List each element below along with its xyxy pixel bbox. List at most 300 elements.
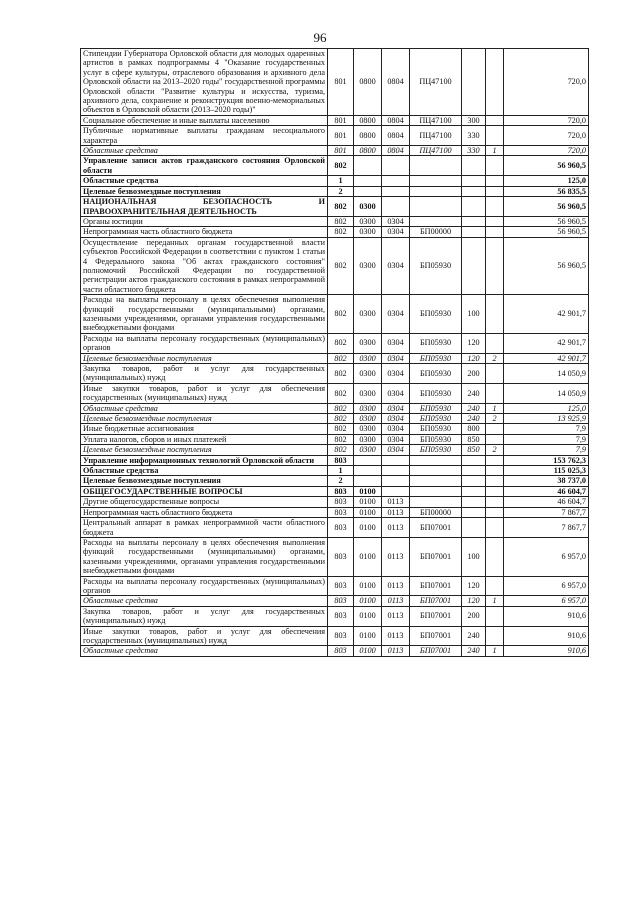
cell-section-code: 0800 — [354, 146, 382, 156]
cell-department-code: 802 — [328, 445, 354, 455]
cell-target-item-code: БП07001 — [410, 646, 462, 656]
cell-subsection-code: 0304 — [382, 353, 410, 363]
cell-amount: 7,9 — [504, 445, 589, 455]
table-row — [81, 295, 589, 334]
cell-subsection-code: 0804 — [382, 115, 410, 125]
cell-funding-source-code — [486, 237, 504, 294]
cell-expense-type-code — [462, 186, 486, 196]
page-number: 96 — [313, 30, 327, 45]
cell-expense-type-code — [462, 476, 486, 486]
cell-expense-type-code: 240 — [462, 414, 486, 424]
cell-section-code — [354, 156, 382, 176]
cell-amount: 6 957,0 — [504, 537, 589, 576]
cell-subsection-code: 0113 — [382, 507, 410, 517]
cell-section-code: 0300 — [354, 445, 382, 455]
cell-funding-source-code: 1 — [486, 146, 504, 156]
table-row — [81, 197, 589, 217]
cell-target-item-code: ПЦ47100 — [410, 146, 462, 156]
table-row — [81, 353, 589, 363]
cell-department-code: 803 — [328, 507, 354, 517]
cell-description: Целевые безвозмездные поступления — [81, 476, 328, 486]
cell-funding-source-code — [486, 176, 504, 186]
cell-description: Закупка товаров, работ и услуг для государственных (муниципальных) нужд — [81, 364, 328, 384]
table-row — [81, 466, 589, 476]
cell-amount: 6 957,0 — [504, 576, 589, 596]
cell-funding-source-code — [486, 115, 504, 125]
table-row — [81, 445, 589, 455]
cell-expense-type-code — [462, 507, 486, 517]
cell-funding-source-code — [486, 49, 504, 116]
cell-section-code: 0300 — [354, 295, 382, 334]
cell-amount: 7,9 — [504, 434, 589, 444]
cell-expense-type-code: 240 — [462, 383, 486, 403]
cell-expense-type-code: 240 — [462, 403, 486, 413]
cell-funding-source-code — [486, 537, 504, 576]
cell-subsection-code: 0304 — [382, 434, 410, 444]
cell-description: Социальное обеспечение и иные выплаты населению — [81, 115, 328, 125]
table-row — [81, 333, 589, 353]
cell-funding-source-code: 1 — [486, 403, 504, 413]
cell-subsection-code — [382, 486, 410, 496]
cell-target-item-code: БП07001 — [410, 606, 462, 626]
cell-amount: 14 050,9 — [504, 364, 589, 384]
cell-expense-type-code — [462, 455, 486, 465]
cell-section-code: 0300 — [354, 237, 382, 294]
cell-department-code: 802 — [328, 333, 354, 353]
cell-expense-type-code — [462, 216, 486, 226]
cell-target-item-code: БП05930 — [410, 333, 462, 353]
cell-description: Областные средства — [81, 146, 328, 156]
cell-description: Целевые безвозмездные поступления — [81, 445, 328, 455]
cell-amount: 56 960,5 — [504, 237, 589, 294]
cell-amount: 125,0 — [504, 403, 589, 413]
cell-description: Осуществление переданных органам государственной власти субъектов Российской Федерации в соответствии с пунктом 1 статьи 4 Федерального закона "Об актах гражданского состояния" полномочий Российской Федерации по государственной регистрации актов гражданского состояния в рамках непрограммной части областного бюджета — [81, 237, 328, 294]
table-row — [81, 507, 589, 517]
table-row — [81, 486, 589, 496]
cell-subsection-code — [382, 197, 410, 217]
cell-section-code — [354, 176, 382, 186]
cell-department-code: 2 — [328, 186, 354, 196]
cell-expense-type-code: 240 — [462, 646, 486, 656]
cell-funding-source-code — [486, 197, 504, 217]
cell-target-item-code: БП00000 — [410, 227, 462, 237]
cell-expense-type-code — [462, 49, 486, 116]
table-row — [81, 364, 589, 384]
table-row — [81, 497, 589, 507]
table-row — [81, 537, 589, 576]
cell-department-code: 802 — [328, 156, 354, 176]
cell-section-code: 0300 — [354, 414, 382, 424]
table-row — [81, 237, 589, 294]
cell-subsection-code: 0113 — [382, 606, 410, 626]
cell-description: Областные средства — [81, 596, 328, 606]
cell-expense-type-code — [462, 227, 486, 237]
cell-department-code: 1 — [328, 176, 354, 186]
cell-description: Иные закупки товаров, работ и услуг для обеспечения государственных (муниципальных) нужд — [81, 626, 328, 646]
cell-subsection-code: 0304 — [382, 383, 410, 403]
cell-amount: 56 960,5 — [504, 227, 589, 237]
cell-target-item-code: БП05930 — [410, 403, 462, 413]
cell-department-code: 2 — [328, 476, 354, 486]
cell-target-item-code: ПЦ47100 — [410, 126, 462, 146]
cell-expense-type-code: 850 — [462, 445, 486, 455]
cell-expense-type-code: 300 — [462, 115, 486, 125]
cell-expense-type-code: 800 — [462, 424, 486, 434]
cell-amount: 115 025,3 — [504, 466, 589, 476]
cell-section-code: 0300 — [354, 403, 382, 413]
cell-department-code: 803 — [328, 606, 354, 626]
cell-amount: 56 960,5 — [504, 216, 589, 226]
cell-target-item-code — [410, 486, 462, 496]
cell-department-code: 803 — [328, 497, 354, 507]
cell-target-item-code — [410, 497, 462, 507]
cell-section-code: 0100 — [354, 646, 382, 656]
cell-subsection-code: 0304 — [382, 237, 410, 294]
cell-subsection-code — [382, 476, 410, 486]
cell-amount: 910,6 — [504, 626, 589, 646]
table-row — [81, 576, 589, 596]
table-row — [81, 115, 589, 125]
cell-target-item-code: БП05930 — [410, 445, 462, 455]
cell-target-item-code: БП05930 — [410, 237, 462, 294]
cell-amount: 910,6 — [504, 646, 589, 656]
cell-section-code: 0100 — [354, 497, 382, 507]
cell-department-code: 802 — [328, 383, 354, 403]
cell-expense-type-code — [462, 497, 486, 507]
cell-target-item-code: БП07001 — [410, 626, 462, 646]
cell-expense-type-code: 330 — [462, 126, 486, 146]
cell-subsection-code: 0304 — [382, 227, 410, 237]
cell-subsection-code: 0804 — [382, 126, 410, 146]
cell-amount: 56 960,5 — [504, 156, 589, 176]
cell-funding-source-code — [486, 507, 504, 517]
cell-subsection-code: 0113 — [382, 596, 410, 606]
cell-description: Целевые безвозмездные поступления — [81, 353, 328, 363]
cell-expense-type-code: 120 — [462, 576, 486, 596]
cell-department-code: 802 — [328, 197, 354, 217]
cell-section-code: 0300 — [354, 333, 382, 353]
cell-funding-source-code — [486, 364, 504, 384]
cell-amount: 7 867,7 — [504, 507, 589, 517]
cell-target-item-code — [410, 176, 462, 186]
cell-expense-type-code — [462, 237, 486, 294]
cell-amount: 7,9 — [504, 424, 589, 434]
cell-section-code: 0800 — [354, 115, 382, 125]
table-row — [81, 424, 589, 434]
table-row — [81, 126, 589, 146]
cell-section-code: 0300 — [354, 216, 382, 226]
cell-amount: 14 050,9 — [504, 383, 589, 403]
cell-target-item-code — [410, 197, 462, 217]
cell-department-code: 803 — [328, 537, 354, 576]
cell-department-code: 803 — [328, 596, 354, 606]
table-row — [81, 414, 589, 424]
cell-amount: 720,0 — [504, 49, 589, 116]
cell-subsection-code — [382, 176, 410, 186]
cell-department-code: 802 — [328, 364, 354, 384]
cell-description: Областные средства — [81, 176, 328, 186]
cell-description: НАЦИОНАЛЬНАЯ БЕЗОПАСНОСТЬ И ПРАВООХРАНИТЕЛЬНАЯ ДЕЯТЕЛЬНОСТЬ — [81, 197, 328, 217]
cell-target-item-code: БП05930 — [410, 424, 462, 434]
cell-subsection-code: 0304 — [382, 424, 410, 434]
cell-description: Иные закупки товаров, работ и услуг для обеспечения государственных (муниципальных) нужд — [81, 383, 328, 403]
cell-funding-source-code — [486, 518, 504, 538]
cell-amount: 56 835,5 — [504, 186, 589, 196]
table-row — [81, 596, 589, 606]
table-row — [81, 186, 589, 196]
cell-description: Уплата налогов, сборов и иных платежей — [81, 434, 328, 444]
cell-subsection-code — [382, 466, 410, 476]
cell-funding-source-code — [486, 186, 504, 196]
cell-funding-source-code — [486, 126, 504, 146]
cell-subsection-code: 0304 — [382, 414, 410, 424]
cell-target-item-code: ПЦ47100 — [410, 115, 462, 125]
cell-funding-source-code: 1 — [486, 646, 504, 656]
cell-target-item-code — [410, 466, 462, 476]
cell-subsection-code: 0804 — [382, 146, 410, 156]
cell-amount: 153 762,3 — [504, 455, 589, 465]
cell-description: Целевые безвозмездные поступления — [81, 186, 328, 196]
cell-subsection-code — [382, 186, 410, 196]
table-body — [81, 49, 589, 657]
cell-amount: 6 957,0 — [504, 596, 589, 606]
cell-amount: 42 901,7 — [504, 333, 589, 353]
cell-target-item-code: БП00000 — [410, 507, 462, 517]
cell-amount: 125,0 — [504, 176, 589, 186]
table-row — [81, 216, 589, 226]
cell-department-code: 803 — [328, 646, 354, 656]
cell-description: Органы юстиции — [81, 216, 328, 226]
cell-expense-type-code — [462, 176, 486, 186]
cell-expense-type-code: 100 — [462, 295, 486, 334]
cell-subsection-code: 0304 — [382, 403, 410, 413]
cell-subsection-code — [382, 455, 410, 465]
cell-subsection-code: 0113 — [382, 576, 410, 596]
cell-department-code: 802 — [328, 227, 354, 237]
cell-funding-source-code — [486, 476, 504, 486]
cell-funding-source-code: 2 — [486, 445, 504, 455]
cell-expense-type-code — [462, 197, 486, 217]
cell-target-item-code: БП07001 — [410, 576, 462, 596]
cell-target-item-code: БП05930 — [410, 383, 462, 403]
cell-section-code: 0800 — [354, 49, 382, 116]
cell-amount: 46 604,7 — [504, 497, 589, 507]
cell-description: ОБЩЕГОСУДАРСТВЕННЫЕ ВОПРОСЫ — [81, 486, 328, 496]
cell-department-code: 802 — [328, 424, 354, 434]
cell-description: Управление информационных технологий Орловской области — [81, 455, 328, 465]
cell-funding-source-code — [486, 486, 504, 496]
cell-expense-type-code — [462, 486, 486, 496]
cell-section-code: 0100 — [354, 507, 382, 517]
cell-target-item-code — [410, 156, 462, 176]
cell-section-code — [354, 476, 382, 486]
cell-description: Другие общегосударственные вопросы — [81, 497, 328, 507]
cell-funding-source-code — [486, 466, 504, 476]
cell-description: Расходы на выплаты персоналу в целях обеспечения выполнения функций государственными (муниципальными) органами, казенными учреждениями, органами управления государственными внебюджетными фондами — [81, 537, 328, 576]
cell-expense-type-code: 100 — [462, 537, 486, 576]
table-row — [81, 626, 589, 646]
cell-department-code: 801 — [328, 126, 354, 146]
cell-section-code: 0300 — [354, 227, 382, 237]
cell-target-item-code: БП05930 — [410, 295, 462, 334]
cell-department-code: 802 — [328, 414, 354, 424]
cell-expense-type-code: 120 — [462, 333, 486, 353]
cell-target-item-code: БП05930 — [410, 364, 462, 384]
cell-target-item-code: БП07001 — [410, 537, 462, 576]
cell-amount: 910,6 — [504, 606, 589, 626]
cell-subsection-code — [382, 156, 410, 176]
cell-amount: 42 901,7 — [504, 295, 589, 334]
cell-target-item-code: БП07001 — [410, 518, 462, 538]
cell-funding-source-code — [486, 156, 504, 176]
cell-funding-source-code — [486, 227, 504, 237]
cell-expense-type-code: 850 — [462, 434, 486, 444]
table-row — [81, 156, 589, 176]
table-row — [81, 227, 589, 237]
cell-subsection-code: 0113 — [382, 497, 410, 507]
cell-target-item-code — [410, 186, 462, 196]
table-row — [81, 403, 589, 413]
table-row — [81, 146, 589, 156]
cell-section-code — [354, 186, 382, 196]
cell-target-item-code — [410, 476, 462, 486]
cell-description: Непрограммная часть областного бюджета — [81, 507, 328, 517]
cell-description: Целевые безвозмездные поступления — [81, 414, 328, 424]
cell-amount: 13 925,9 — [504, 414, 589, 424]
cell-section-code: 0300 — [354, 424, 382, 434]
cell-target-item-code: БП07001 — [410, 596, 462, 606]
table-row — [81, 455, 589, 465]
cell-target-item-code: БП05930 — [410, 434, 462, 444]
cell-department-code: 802 — [328, 295, 354, 334]
cell-department-code: 802 — [328, 237, 354, 294]
cell-department-code: 802 — [328, 353, 354, 363]
cell-funding-source-code — [486, 576, 504, 596]
cell-subsection-code: 0113 — [382, 626, 410, 646]
cell-amount: 38 737,0 — [504, 476, 589, 486]
cell-target-item-code: БП05930 — [410, 414, 462, 424]
cell-department-code: 803 — [328, 626, 354, 646]
cell-target-item-code — [410, 216, 462, 226]
cell-section-code: 0100 — [354, 537, 382, 576]
cell-section-code: 0300 — [354, 364, 382, 384]
cell-funding-source-code — [486, 216, 504, 226]
table-row — [81, 606, 589, 626]
table-row — [81, 49, 589, 116]
table-row — [81, 383, 589, 403]
cell-subsection-code: 0113 — [382, 646, 410, 656]
cell-subsection-code: 0113 — [382, 518, 410, 538]
cell-subsection-code: 0804 — [382, 49, 410, 116]
cell-expense-type-code — [462, 466, 486, 476]
cell-funding-source-code: 2 — [486, 353, 504, 363]
cell-section-code: 0100 — [354, 596, 382, 606]
cell-expense-type-code: 200 — [462, 364, 486, 384]
cell-subsection-code: 0304 — [382, 333, 410, 353]
cell-section-code: 0100 — [354, 518, 382, 538]
cell-funding-source-code — [486, 434, 504, 444]
cell-section-code: 0100 — [354, 486, 382, 496]
table-row — [81, 518, 589, 538]
cell-department-code: 801 — [328, 146, 354, 156]
cell-expense-type-code: 120 — [462, 353, 486, 363]
cell-description: Иные бюджетные ассигнования — [81, 424, 328, 434]
cell-department-code: 1 — [328, 466, 354, 476]
cell-amount: 46 604,7 — [504, 486, 589, 496]
cell-expense-type-code — [462, 156, 486, 176]
cell-description: Непрограммная часть областного бюджета — [81, 227, 328, 237]
cell-funding-source-code — [486, 295, 504, 334]
cell-subsection-code: 0113 — [382, 537, 410, 576]
cell-section-code: 0800 — [354, 126, 382, 146]
cell-description: Стипендии Губернатора Орловской области для молодых одаренных артистов в рамках подпрограммы 4 "Оказание государственных услуг в сфере культуры, отраслевого образования и архивного дела Орловской области на 2013–2020 годы" государственной программы Орловской области "Развитие культуры и искусства, туризма, архивного дела, сохранение и реконструкция военно-мемориальных объектов в Орловской области (2013–2020 годы)" — [81, 49, 328, 116]
cell-funding-source-code — [486, 333, 504, 353]
cell-description: Расходы на выплаты персоналу государственных (муниципальных) органов — [81, 576, 328, 596]
cell-expense-type-code: 200 — [462, 606, 486, 626]
cell-amount: 7 867,7 — [504, 518, 589, 538]
cell-section-code: 0300 — [354, 383, 382, 403]
cell-description: Областные средства — [81, 403, 328, 413]
cell-expense-type-code: 240 — [462, 626, 486, 646]
cell-target-item-code: БП05930 — [410, 353, 462, 363]
cell-section-code — [354, 455, 382, 465]
cell-description: Областные средства — [81, 466, 328, 476]
cell-department-code: 802 — [328, 216, 354, 226]
cell-section-code: 0100 — [354, 626, 382, 646]
cell-description: Управление записи актов гражданского состояния Орловской области — [81, 156, 328, 176]
cell-description: Центральный аппарат в рамках непрограммной части областного бюджета — [81, 518, 328, 538]
cell-description: Областные средства — [81, 646, 328, 656]
cell-section-code: 0300 — [354, 353, 382, 363]
cell-target-item-code — [410, 455, 462, 465]
cell-department-code: 802 — [328, 403, 354, 413]
cell-funding-source-code — [486, 424, 504, 434]
cell-funding-source-code — [486, 383, 504, 403]
cell-department-code: 801 — [328, 115, 354, 125]
cell-subsection-code: 0304 — [382, 295, 410, 334]
table-row — [81, 646, 589, 656]
table-row — [81, 476, 589, 486]
table-row — [81, 176, 589, 186]
cell-funding-source-code: 1 — [486, 596, 504, 606]
table-row — [81, 434, 589, 444]
cell-target-item-code: ПЦ47100 — [410, 49, 462, 116]
cell-department-code: 802 — [328, 434, 354, 444]
budget-table — [80, 48, 589, 657]
cell-section-code: 0300 — [354, 434, 382, 444]
cell-description: Закупка товаров, работ и услуг для государственных (муниципальных) нужд — [81, 606, 328, 626]
cell-funding-source-code: 2 — [486, 414, 504, 424]
cell-subsection-code: 0304 — [382, 216, 410, 226]
cell-section-code — [354, 466, 382, 476]
cell-amount: 720,0 — [504, 115, 589, 125]
cell-section-code: 0100 — [354, 576, 382, 596]
cell-department-code: 803 — [328, 486, 354, 496]
cell-description: Расходы на выплаты персоналу государственных (муниципальных) органов — [81, 333, 328, 353]
cell-department-code: 803 — [328, 576, 354, 596]
cell-expense-type-code: 120 — [462, 596, 486, 606]
cell-description: Расходы на выплаты персоналу в целях обеспечения выполнения функций государственными (муниципальными) органами, казенными учреждениями, органами управления государственными внебюджетными фондами — [81, 295, 328, 334]
cell-amount: 56 960,5 — [504, 197, 589, 217]
cell-expense-type-code: 330 — [462, 146, 486, 156]
cell-amount: 42 901,7 — [504, 353, 589, 363]
cell-amount: 720,0 — [504, 146, 589, 156]
cell-funding-source-code — [486, 455, 504, 465]
cell-subsection-code: 0304 — [382, 364, 410, 384]
cell-amount: 720,0 — [504, 126, 589, 146]
cell-funding-source-code — [486, 626, 504, 646]
cell-department-code: 803 — [328, 518, 354, 538]
